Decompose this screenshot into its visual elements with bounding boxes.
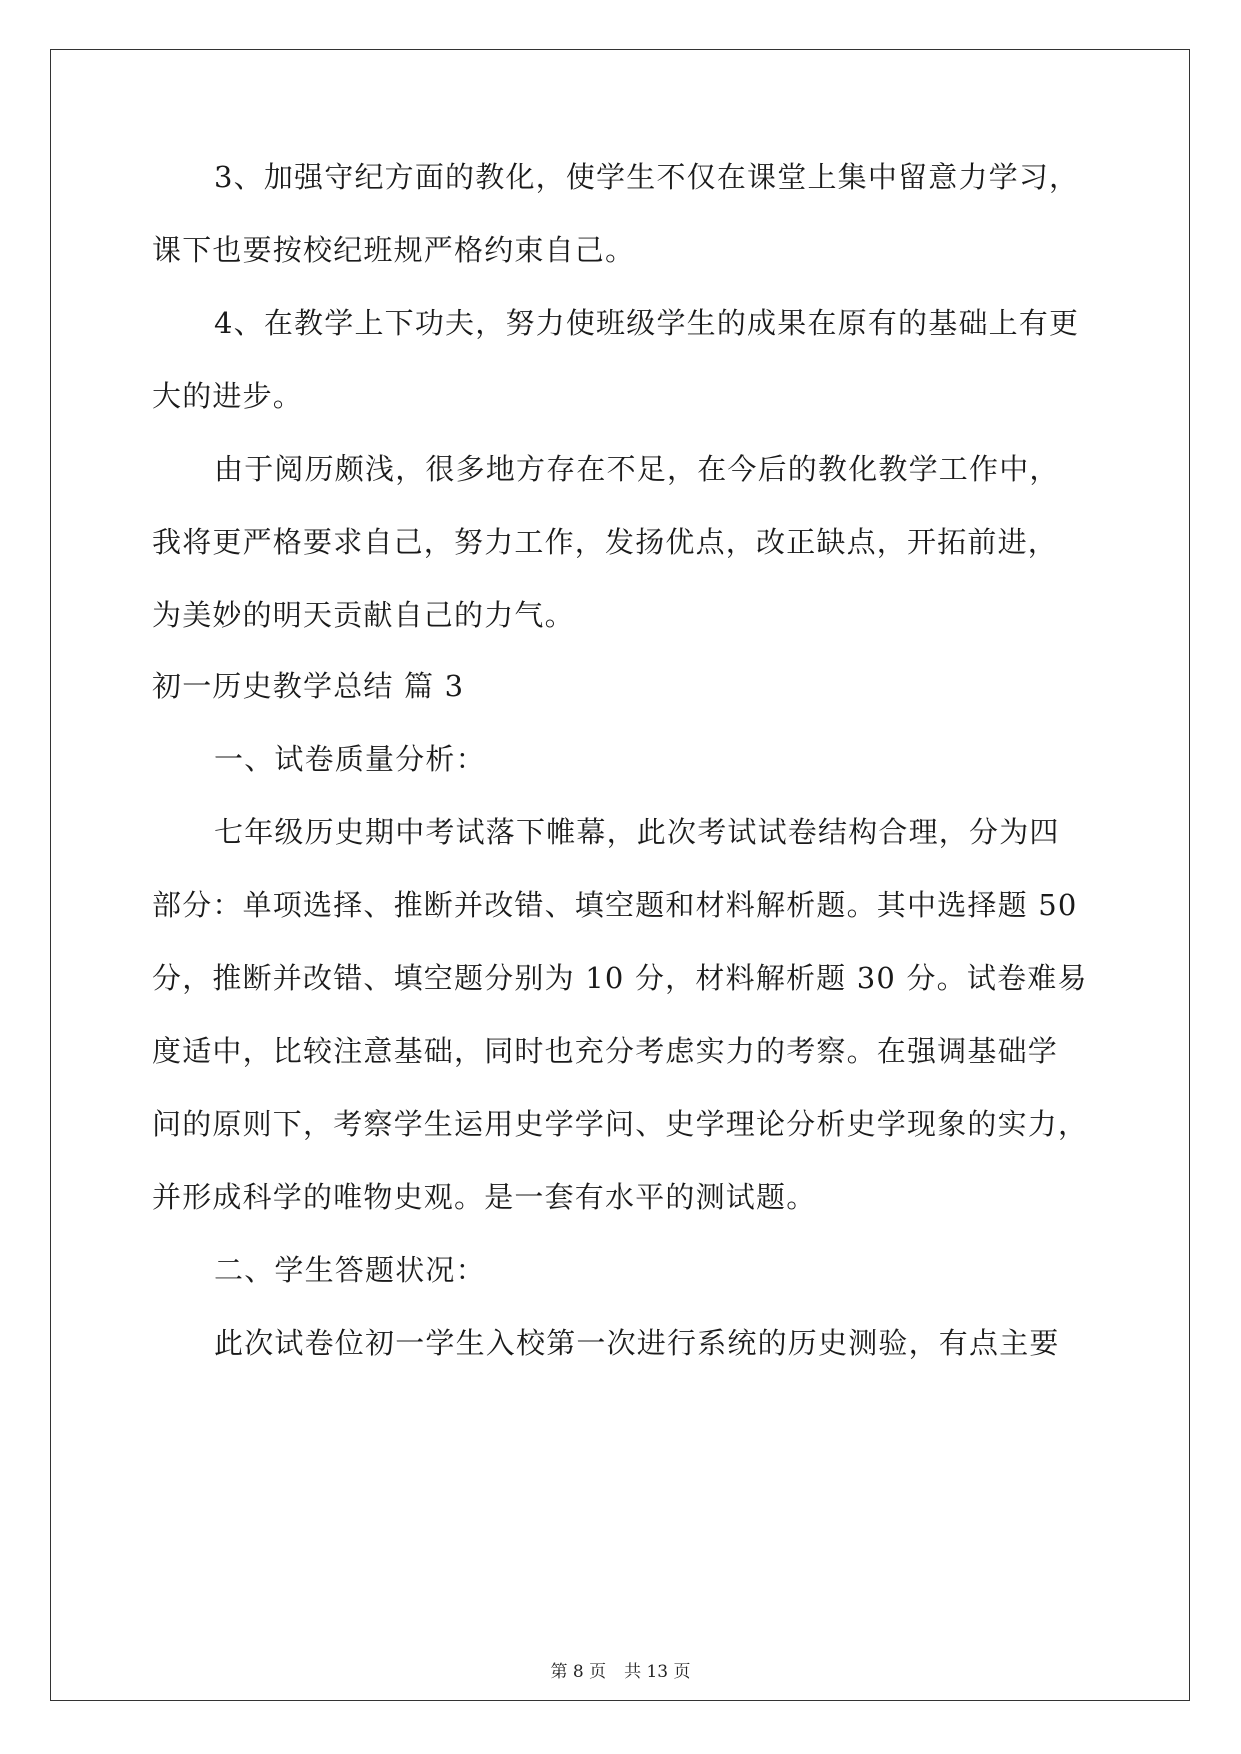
paragraph-line: 七年级历史期中考试落下帷幕，此次考试试卷结构合理，分为四 — [214, 815, 1060, 849]
paragraph-line: 此次试卷位初一学生入校第一次进行系统的历史测验，有点主要 — [214, 1326, 1060, 1360]
page-total: 共 13 页 — [624, 1662, 691, 1682]
paragraph-line: 课下也要按校纪班规严格约束自己。 — [152, 233, 636, 267]
paragraph-line: 3、加强守纪方面的教化，使学生不仅在课堂上集中留意力学习， — [214, 160, 1080, 194]
page-border — [50, 49, 1190, 1701]
paragraph-line: 我将更严格要求自己，努力工作，发扬优点，改正缺点，开拓前进， — [152, 525, 1059, 559]
paragraph-line: 度适中，比较注意基础，同时也充分考虑实力的考察。在强调基础学 — [152, 1034, 1059, 1068]
paragraph-line: 问的原则下，考察学生运用史学学问、史学理论分析史学现象的实力， — [152, 1107, 1089, 1141]
paragraph-line: 分，推断并改错、填空题分别为 10 分，材料解析题 30 分。试卷难易 — [152, 961, 1088, 995]
subsection-heading: 二、学生答题状况： — [214, 1253, 486, 1287]
page-number: 第 8 页 — [550, 1662, 607, 1682]
section-heading: 初一历史教学总结 篇 3 — [152, 669, 465, 703]
paragraph-line: 4、在教学上下功夫，努力使班级学生的成果在原有的基础上有更 — [214, 306, 1080, 340]
subsection-heading: 一、试卷质量分析： — [214, 742, 486, 776]
paragraph-line: 大的进步。 — [152, 379, 304, 413]
paragraph-line: 并形成科学的唯物史观。是一套有水平的测试题。 — [152, 1180, 817, 1214]
paragraph-line: 由于阅历颇浅，很多地方存在不足，在今后的教化教学工作中， — [214, 452, 1060, 486]
paragraph-line: 为美妙的明天贡献自己的力气。 — [152, 598, 575, 632]
page-footer — [0, 1661, 1241, 1683]
paragraph-line: 部分：单项选择、推断并改错、填空题和材料解析题。其中选择题 50 — [152, 888, 1078, 922]
